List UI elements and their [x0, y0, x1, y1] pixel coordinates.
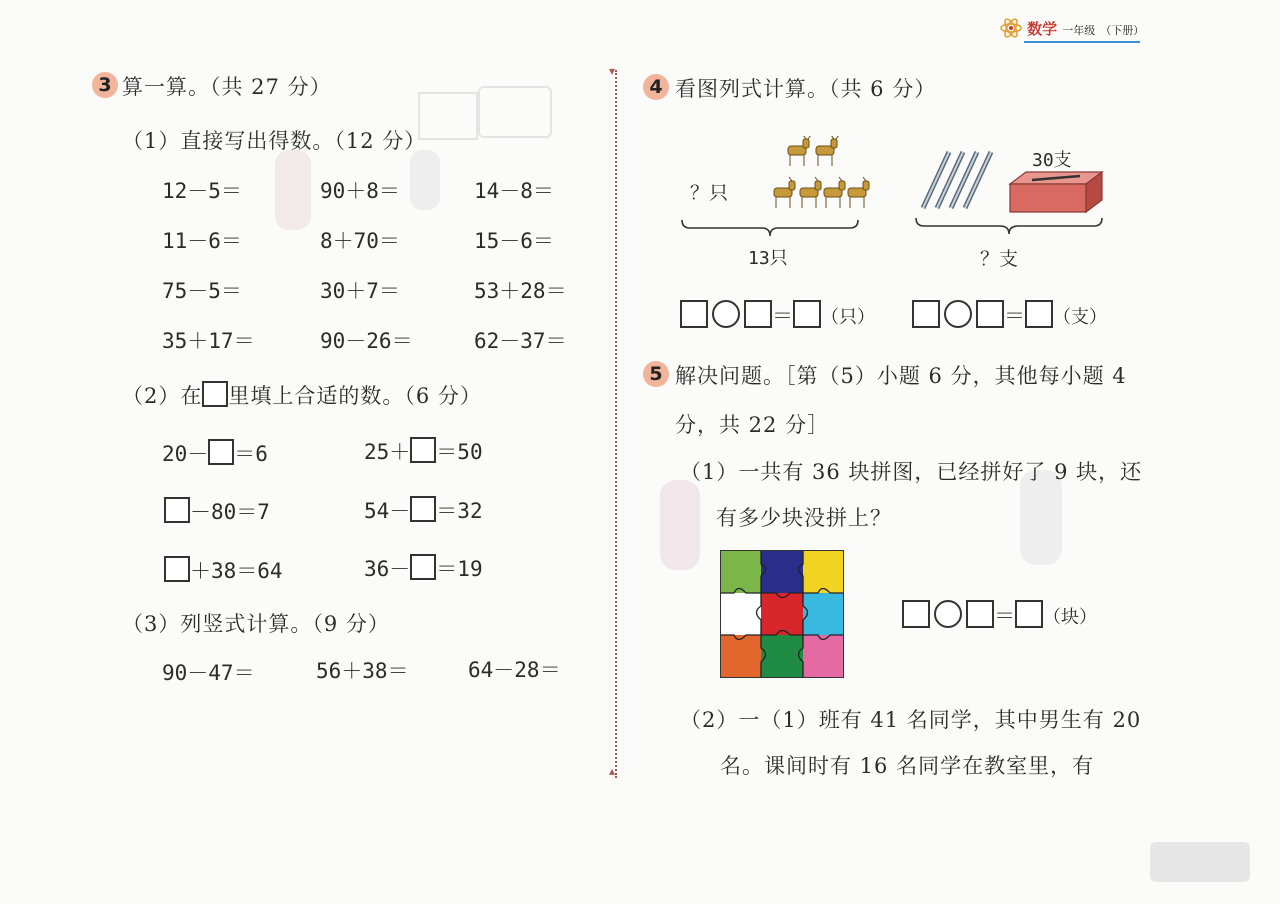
section-4-title: 看图列式计算。（共 6 分） [675, 77, 937, 101]
answer-box[interactable] [1025, 300, 1053, 328]
answer-box[interactable] [202, 381, 228, 407]
ghost-figure [1150, 842, 1250, 882]
puzzle-piece [721, 635, 761, 677]
equation: 30＋7＝ [320, 279, 400, 303]
deer-icon [788, 136, 811, 166]
question-1-line1: （1）一共有 36 块拼图，已经拼好了 9 块，还 [680, 460, 1142, 484]
equation: 75－5＝ [162, 279, 242, 303]
puzzle-piece [803, 593, 843, 635]
deer-icon [800, 177, 821, 208]
answer-box[interactable] [164, 497, 190, 523]
deer-icon [848, 177, 869, 208]
part-2-title [122, 380, 482, 410]
eq-text: ＝50 [436, 440, 483, 464]
section-5-title-line2: 分，共 22 分］ [675, 413, 830, 437]
answer-box[interactable] [744, 300, 772, 328]
part-2-title-before: （2）在 [122, 384, 203, 408]
header-underline [1024, 41, 1140, 43]
pens-brace [914, 214, 1104, 238]
puzzle-piece [803, 635, 843, 677]
header-logo [1000, 18, 1144, 43]
answer-box[interactable] [902, 600, 930, 628]
fill-equation [164, 555, 283, 585]
equation: 62－37＝ [474, 329, 567, 353]
equation: 14－8＝ [474, 179, 554, 203]
eq-text: ＝6 [234, 442, 268, 466]
puzzle-piece [761, 551, 803, 593]
operator-circle[interactable] [934, 600, 962, 628]
equation: 12－5＝ [162, 179, 242, 203]
header-volume: （下册） [1100, 24, 1145, 37]
equation: 56＋38＝ [316, 659, 409, 683]
equation: 64－28＝ [468, 658, 561, 682]
answer-line-deer: ＝ （只） [680, 300, 875, 330]
equation: 90－47＝ [162, 661, 255, 685]
ghost-figure [410, 150, 440, 210]
eq-text: ＝19 [436, 557, 483, 581]
part-3-title: （3）列竖式计算。（9 分） [122, 612, 390, 636]
header-grade: 一年级 [1062, 24, 1096, 37]
jigsaw-puzzle-illustration [720, 550, 844, 678]
pen-icon [951, 152, 977, 208]
deer-illustration [770, 136, 870, 216]
answer-box[interactable] [966, 600, 994, 628]
unit-label: （块） [1043, 607, 1097, 628]
eq-text: 36－ [364, 557, 411, 581]
answer-line-pens: ＝ （支） [912, 300, 1107, 330]
ghost-figure [660, 480, 700, 570]
section-5-badge: 5 [643, 361, 669, 387]
pen-box-illustration [1006, 168, 1106, 218]
equation: 90＋8＝ [320, 179, 400, 203]
part-2-title-after: 里填上合适的数。（6 分） [228, 384, 482, 408]
divider-ornament-bottom: ▴ [609, 764, 616, 778]
header-subject: 数学 [1027, 20, 1058, 38]
fill-equation [364, 436, 483, 466]
answer-box[interactable] [410, 554, 436, 580]
deer-total-label: 13只 [748, 248, 788, 269]
operator-circle[interactable] [944, 300, 972, 328]
pens-total-label: ？支 [980, 248, 1019, 270]
fill-equation [364, 495, 483, 525]
equation: 53＋28＝ [474, 279, 567, 303]
pen-icon [937, 152, 963, 208]
unit-label: （支） [1053, 307, 1107, 328]
divider-ornament-top: ▾ [609, 64, 616, 78]
eq-text: ＋38＝64 [190, 559, 283, 583]
eq-text: 20－ [162, 442, 209, 466]
answer-box[interactable] [793, 300, 821, 328]
answer-box[interactable] [164, 556, 190, 582]
answer-box[interactable] [410, 437, 436, 463]
equation: 8＋70＝ [320, 229, 400, 253]
puzzle-piece [721, 551, 761, 593]
puzzle-piece [761, 635, 803, 677]
puzzle-piece [803, 551, 843, 593]
eq-text: ＝32 [436, 499, 483, 523]
deer-icon [824, 177, 845, 208]
answer-box[interactable] [1015, 600, 1043, 628]
pen-box-label: 30支 [1032, 150, 1072, 171]
ghost-box [418, 92, 478, 140]
answer-box[interactable] [208, 439, 234, 465]
operator-circle[interactable] [712, 300, 740, 328]
equation: 90－26＝ [320, 329, 413, 353]
section-3-title: 算一算。（共 27 分） [122, 75, 332, 99]
ghost-figure [275, 150, 311, 230]
unit-label: （只） [821, 307, 875, 328]
question-2-line2: 名。课间时有 16 名同学在教室里，有 [720, 754, 1095, 778]
puzzle-piece [761, 593, 803, 635]
puzzle-piece [721, 593, 761, 635]
deer-icon [816, 136, 839, 166]
equation: 35＋17＝ [162, 329, 255, 353]
equation: 11－6＝ [162, 229, 242, 253]
answer-line-puzzle: ＝ （块） [902, 600, 1097, 630]
fill-equation [364, 553, 483, 583]
pen-icon [965, 152, 991, 208]
equation: 15－6＝ [474, 229, 554, 253]
fill-equation [164, 496, 270, 526]
answer-box[interactable] [912, 300, 940, 328]
eq-text: －80＝7 [190, 500, 270, 524]
atom-icon [1000, 18, 1022, 38]
answer-box[interactable] [680, 300, 708, 328]
pen-icon [923, 152, 949, 208]
deer-question-label: ？只 [690, 182, 729, 204]
eq-text: 54－ [364, 499, 411, 523]
pens-illustration [915, 146, 995, 216]
question-2-line1: （2）一（1）班有 41 名同学，其中男生有 20 [680, 708, 1142, 732]
answer-box[interactable] [410, 496, 436, 522]
deer-icon [774, 177, 795, 208]
section-5-title-line1: 解决问题。［第（5）小题 6 分，其他每小题 4 [675, 364, 1127, 388]
section-4-badge: 4 [643, 74, 669, 100]
eq-text: 25＋ [364, 440, 411, 464]
deer-brace [680, 216, 860, 240]
answer-box[interactable] [976, 300, 1004, 328]
fill-equation [162, 438, 268, 468]
section-3-badge: 3 [92, 72, 118, 98]
column-divider [615, 70, 617, 778]
question-1-line2: 有多少块没拼上？ [716, 506, 892, 530]
ghost-box [478, 86, 552, 138]
part-1-title: （1）直接写出得数。（12 分） [122, 129, 427, 153]
